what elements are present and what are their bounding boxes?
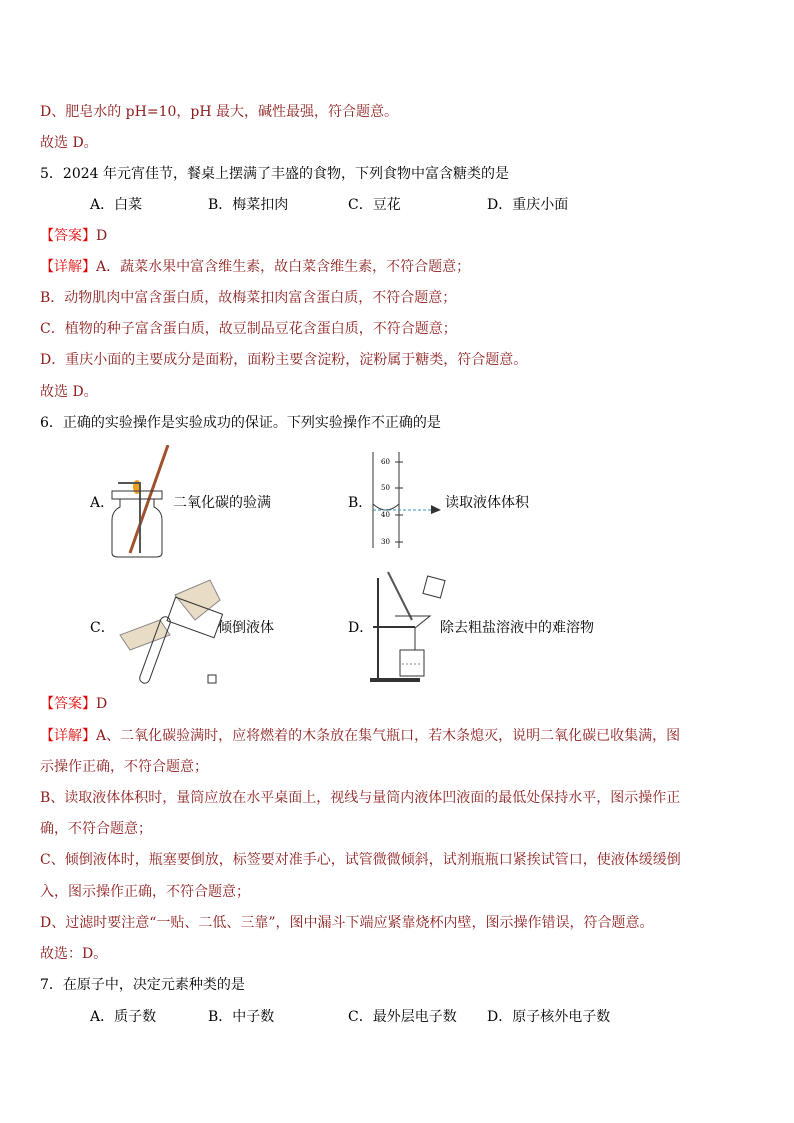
q5-option-d: D．重庆小面 — [487, 197, 569, 213]
q6-option-d-caption: 除去粗盐溶液中的难溶物 — [440, 620, 594, 636]
filtration-apparatus-figure — [370, 570, 450, 685]
q6-option-a-caption: 二氧化碳的验满 — [173, 495, 271, 511]
q5-conclusion: 故选 D。 — [40, 384, 98, 400]
answer-tag: 【答案】 — [40, 696, 96, 712]
q5-detail-1 — [40, 258, 470, 276]
answer-value: D — [96, 696, 108, 712]
q6-option-a-letter: A． — [90, 495, 115, 511]
tick-label: 60 — [381, 458, 390, 466]
q5-detail-3: C．植物的种子富含蛋白质，故豆制品豆花含蛋白质，不符合题意； — [40, 321, 457, 337]
q6-detail-6: 入，图示操作正确，不符合题意； — [40, 884, 250, 900]
q5-stem: 5．2024 年元宵佳节，餐桌上摆满了丰盛的食物，下列食物中富含糖类的是 — [40, 166, 509, 182]
detail-tag: 【详解】 — [40, 728, 96, 744]
gas-bottle-with-burning-stick-figure — [110, 445, 180, 560]
q5-option-a: A．白菜 — [90, 197, 143, 213]
q7-option-c: C．最外层电子数 — [348, 1009, 457, 1025]
q6-detail-5: C、倾倒液体时，瓶塞要倒放，标签要对准手心，试管微微倾斜，试剂瓶瓶口紧挨试管口，使液体缓缓倒 — [40, 852, 681, 868]
answer-tag: 【答案】 — [40, 228, 96, 244]
q6-option-d-letter: D． — [348, 620, 374, 636]
q5-answer — [40, 227, 107, 245]
q6-option-c-letter: C． — [90, 620, 115, 636]
q7-option-b: B．中子数 — [208, 1009, 275, 1025]
pouring-liquid-figure — [115, 575, 225, 690]
tick-label: 40 — [381, 511, 390, 519]
q7-option-d: D．原子核外电子数 — [487, 1009, 611, 1025]
q6-detail-3: B、读取液体体积时，量筒应放在水平桌面上，视线与量筒内液体凹液面的最低处保持水平，图示操作正 — [40, 790, 681, 806]
q6-detail-1 — [40, 727, 680, 745]
answer-value: D — [96, 228, 108, 244]
q7-stem: 7．在原子中，决定元素种类的是 — [40, 977, 245, 993]
q6-detail-7: D、过滤时要注意“一贴、二低、三靠”，图中漏斗下端应紧靠烧杯内壁，图示操作错误，符合题意。 — [40, 915, 654, 931]
detail-text: A．蔬菜水果中富含维生素，故白菜含维生素，不符合题意； — [96, 259, 471, 275]
q6-option-b-letter: B． — [348, 495, 373, 511]
q6-detail-4: 确，不符合题意； — [40, 821, 152, 837]
q6-conclusion: 故选：D。 — [40, 946, 108, 962]
detail-text: A、二氧化碳验满时，应将燃着的木条放在集气瓶口，若木条熄灭，说明二氧化碳已收集满，图 — [96, 728, 681, 744]
q7-option-a: A．质子数 — [90, 1009, 157, 1025]
q6-detail-2: 示操作正确，不符合题意； — [40, 759, 208, 775]
q5-detail-4: D．重庆小面的主要成分是面粉，面粉主要含淀粉，淀粉属于糖类，符合题意。 — [40, 352, 528, 368]
prev-conclusion: 故选 D。 — [40, 135, 98, 151]
q6-stem: 6．正确的实验操作是实验成功的保证。下列实验操作不正确的是 — [40, 415, 441, 431]
q6-answer — [40, 695, 107, 713]
q6-option-b-caption: 读取液体体积 — [445, 495, 529, 511]
graduated-cylinder-figure — [365, 450, 445, 550]
tick-label: 30 — [381, 538, 390, 546]
q6-option-c-caption: 倾倒液体 — [218, 620, 274, 636]
q5-option-c: C．豆花 — [348, 197, 401, 213]
q5-option-b: B．梅菜扣肉 — [208, 197, 289, 213]
prev-detail-line: D、肥皂水的 pH=10，pH 最大，碱性最强，符合题意。 — [40, 104, 399, 120]
tick-label: 50 — [381, 484, 390, 492]
q5-detail-2: B．动物肌肉中富含蛋白质，故梅菜扣肉富含蛋白质，不符合题意； — [40, 290, 457, 306]
detail-tag: 【详解】 — [40, 259, 96, 275]
